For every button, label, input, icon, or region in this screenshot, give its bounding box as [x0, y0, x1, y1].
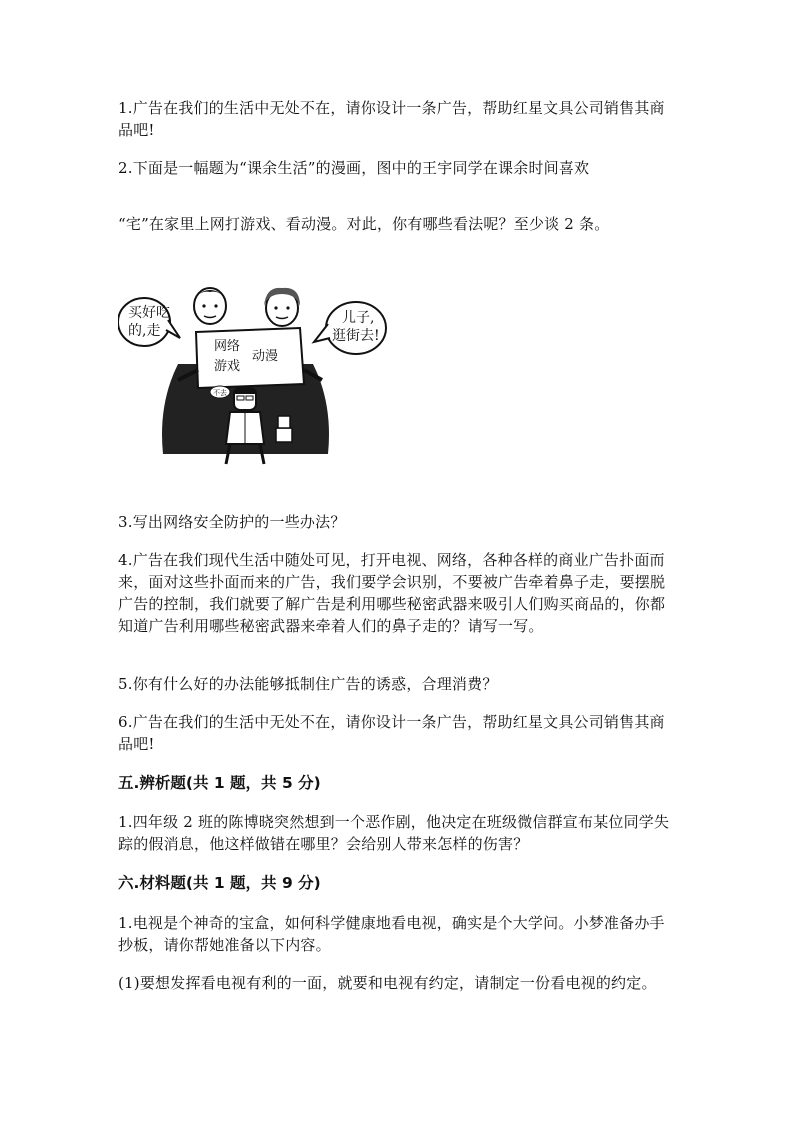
section-5-question-1: 1.四年级 2 班的陈博晓突然想到一个恶作剧，他决定在班级微信群宣布某位同学失踪的假消息，他这样做错在哪里？会给别人带来怎样的伤害？: [118, 813, 670, 853]
question-2-line-1: 2.下面是一幅题为“课余生活”的漫画，图中的王宇同学在课余时间喜欢: [118, 159, 590, 177]
question-1: 1.广告在我们的生活中无处不在，请你设计一条广告，帮助红星文具公司销售其商品吧!: [118, 99, 665, 139]
section-6-heading: 六.材料题(共 1 题，共 9 分): [118, 874, 321, 892]
cartoon-illustration: [118, 284, 388, 470]
right-bubble-text-1: 儿子,: [342, 310, 375, 326]
question-4: 4.广告在我们现代生活中随处可见，打开电视、网络，各种各样的商业广告扑面而来，面对这些扑面而来的广告，我们要学会识别，不要被广告牵着鼻子走，要摆脱广告的控制，我们就要了解广告是利用哪些秘密武器来吸引人们购买商品的，你都知道广告利用哪些秘密武器来牵着人们的鼻子走的？请写一写。: [118, 551, 666, 635]
question-5: 5.你有什么好的办法能够抵制住广告的诱惑，合理消费？: [118, 675, 498, 693]
sign-word-1-line-1: 网络: [214, 339, 241, 354]
cartoon-father-head: [194, 288, 226, 324]
question-6: 6.广告在我们的生活中无处不在，请你设计一条广告，帮助红星文具公司销售其商品吧!: [118, 713, 665, 753]
left-bubble-text-1: 买好吃: [128, 305, 170, 321]
section-5-heading: 五.辨析题(共 1 题，共 5 分): [118, 774, 321, 792]
section-6-question-1-sub-1: (1)要想发挥看电视有利的一面，就要和电视有约定，请制定一份看电视的约定。: [118, 974, 657, 992]
question-2-line-2: “宅”在家里上网打游戏、看动漫。对此，你有哪些看法呢？至少谈 2 条。: [118, 215, 610, 233]
question-3: 3.写出网络安全防护的一些办法？: [118, 513, 346, 531]
small-tag-text: 不去: [213, 389, 227, 397]
section-6-question-1: 1.电视是个神奇的宝盒，如何科学健康地看电视，确实是个大学问。小梦准备办手抄板，请你帮她准备以下内容。: [118, 914, 665, 954]
cartoon-sign-board: [196, 328, 304, 388]
left-bubble-text-2: 的,走: [128, 323, 161, 339]
sign-word-1-line-2: 游戏: [214, 359, 241, 374]
sign-word-2: 动漫: [252, 349, 279, 364]
right-bubble-text-2: 逛街去!: [332, 328, 380, 344]
